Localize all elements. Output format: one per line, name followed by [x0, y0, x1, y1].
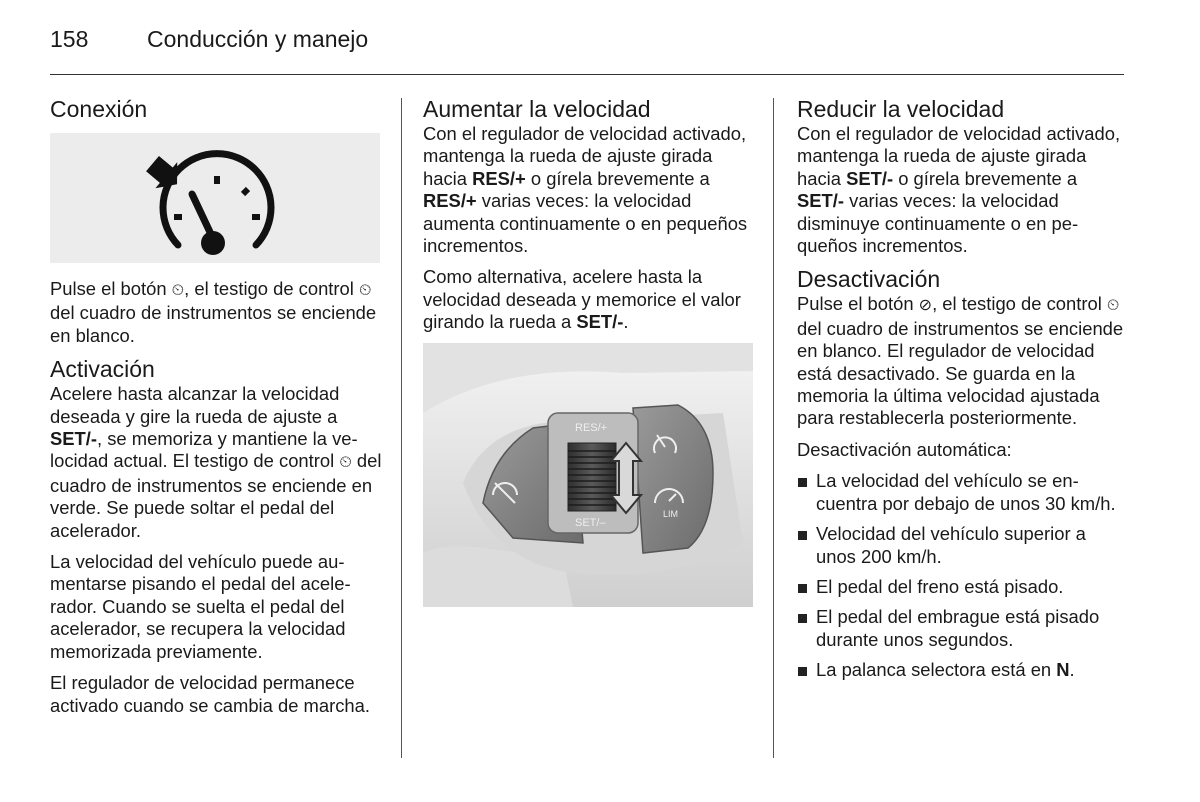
paragraph-cambio-marcha: El regulador de velocidad permanece activado cuando se cambia de marcha. — [50, 672, 370, 716]
column-divider-2 — [773, 98, 774, 758]
paragraph-reducir: Con el regulador de velocidad activado, mantenga la rueda de ajuste girada hacia SET/- o gírela brevemente a SET/- varias veces: la velocidad disminuye continuamente o en pequeños incrementos. — [797, 123, 1121, 257]
column-3 — [797, 96, 1127, 690]
steering-wheel-controls-photo — [423, 343, 753, 607]
lim-label: LIM — [663, 508, 679, 519]
paragraph-aumentar: Con el regulador de velocidad activado, mantenga la rueda de ajuste girada hacia RES/+ o gírela brevemente a RES/+ varias veces: la velocidad aumenta continuamente o en pequeños incrementos. — [423, 123, 748, 257]
heading-conexion: Conexión — [50, 96, 148, 122]
list-item: La palanca selectora está en N. — [797, 659, 1127, 681]
column-1 — [50, 96, 382, 726]
heading-reducir: Reducir la velocidad — [797, 96, 1005, 122]
paragraph-alternativa: Como alternativa, acelere hasta la velocidad deseada y memorice el valor girando la rueda a SET/-. — [423, 266, 741, 333]
list-item: El pedal del embrague está pisado durante unos segundos. — [797, 606, 1127, 651]
paragraph-desactivacion: Pulse el botón ⊘, el testigo de control ⏲ del cuadro de instrumentos se enciende en blanco. El regulador de velocidad está desactivado. Se guarda en la memoria la última velocidad ajustada para restablecerla posteriormente. — [797, 293, 1124, 429]
cruise-control-figure — [50, 133, 380, 263]
list-item: Velocidad del vehículo superior a unos 200 km/h. — [797, 523, 1127, 568]
column-2 — [423, 96, 753, 612]
page-header — [50, 26, 368, 53]
auto-deactivation-list — [797, 470, 1127, 681]
cruise-control-icon: ⏲ — [339, 454, 352, 472]
cruise-control-icon: ⏲ — [358, 282, 372, 299]
heading-activacion: Activación — [50, 356, 155, 383]
set-label: SET/– — [575, 516, 606, 529]
paragraph-desactivacion-auto: Desactivación automática: — [797, 438, 1012, 460]
cruise-control-icon — [50, 133, 380, 263]
list-item: El pedal del freno está pisado. — [797, 576, 1127, 598]
cruise-off-icon: ⊘ — [918, 297, 933, 315]
paragraph-aumentar-pedal: La velocidad del vehículo puede aumentarse pisando el pedal del acelerador. Cuando se suelta el pedal del acelerador, se recupera la velocidad memorizada previamente. — [50, 551, 351, 662]
res-label: RES/+ — [575, 421, 608, 434]
heading-desactivacion: Desactivación — [797, 266, 941, 293]
list-item: La velocidad del vehículo se encuentra por debajo de unos 30 km/h. — [797, 470, 1127, 515]
page-number: 158 — [50, 26, 89, 52]
paragraph-activacion: Acelere hasta alcanzar la velocidad deseada y gire la rueda de ajuste a SET/-, se memoriza y mantiene la velocidad actual. El testigo de control ⏲ del cuadro de instrumentos se enciende en verde. Se puede soltar el pedal del acelerador. — [50, 383, 382, 541]
header-rule — [50, 74, 1124, 75]
cruise-control-icon: ⏲ — [1106, 297, 1120, 315]
heading-aumentar: Aumentar la velocidad — [423, 96, 651, 122]
column-divider-1 — [401, 98, 402, 758]
paragraph-conexion: Pulse el botón ⏲, el testigo de control ⏲ del cuadro de instrumentos se enciende en blanco. — [50, 278, 377, 346]
chapter-title: Conducción y manejo — [147, 26, 369, 52]
cruise-control-icon: ⏲ — [171, 282, 185, 299]
